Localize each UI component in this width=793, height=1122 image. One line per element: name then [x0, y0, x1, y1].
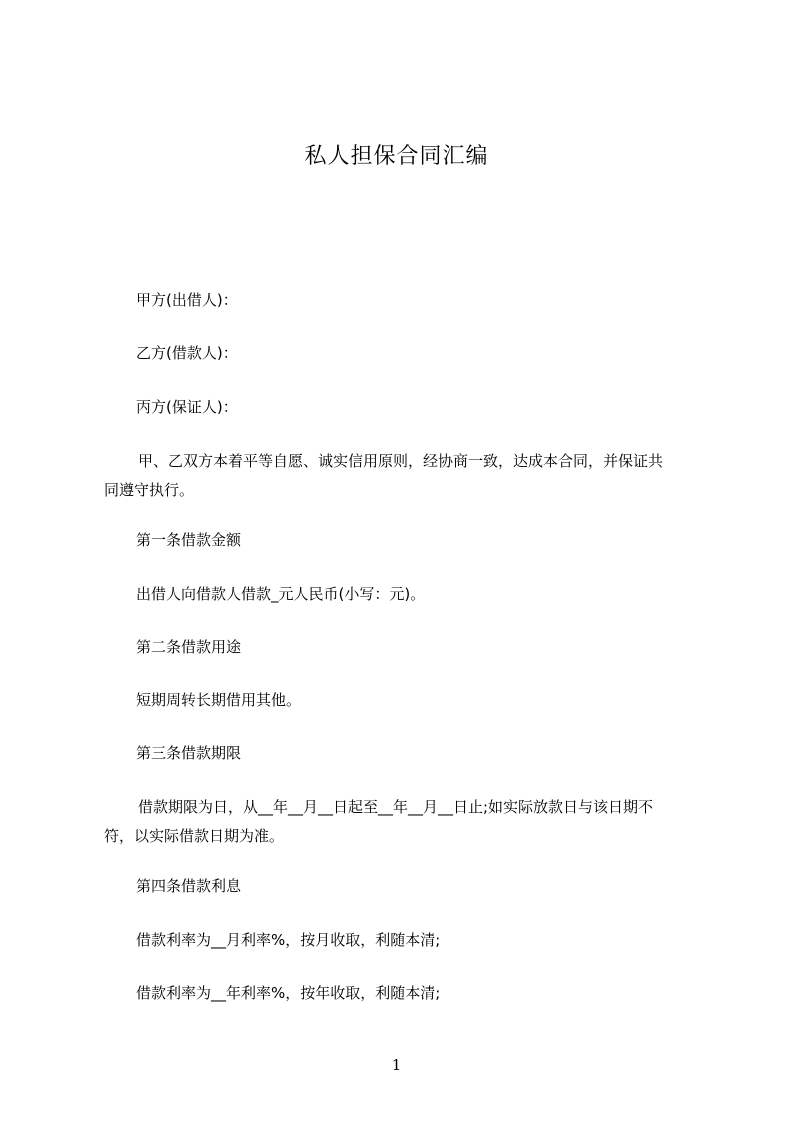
preamble-paragraph: [0, 447, 700, 505]
document-title: 私人担保合同汇编: [304, 144, 489, 169]
article-1-heading: 第一条借款金额: [136, 531, 242, 549]
article-3-heading: 第三条借款期限: [136, 744, 242, 762]
article-3-line-2: 符，以实际借款日期为准。: [104, 827, 285, 845]
preamble-line-2: 同遵守执行。: [104, 481, 195, 499]
article-2-heading: 第二条借款用途: [136, 638, 242, 656]
article-2-text: 短期周转长期借用其他。: [136, 691, 302, 709]
article-4-heading: 第四条借款利息: [136, 877, 242, 895]
article-4-text-yearly: 借款利率为__年利率%，按年收取，利随本清;: [136, 984, 441, 1002]
party-c-label: 丙方(保证人)：: [136, 398, 238, 416]
party-b-label: 乙方(借款人)：: [136, 344, 238, 362]
article-3-line-1: 借款期限为日，从__年__月__日起至__年__月__日止;如实际放款日与该日期不: [138, 798, 654, 816]
article-3-paragraph: [0, 793, 700, 851]
page-number: 1: [391, 1056, 402, 1074]
party-a-label: 甲方(出借人)：: [136, 291, 238, 309]
preamble-line-1: 甲、乙双方本着平等自愿、诚实信用原则，经协商一致，达成本合同，并保证共: [138, 452, 664, 470]
article-4-text-monthly: 借款利率为__月利率%，按月收取，利随本清;: [136, 931, 441, 949]
article-1-text: 出借人向借款人借款_元人民币(小写：元)。: [136, 585, 426, 603]
